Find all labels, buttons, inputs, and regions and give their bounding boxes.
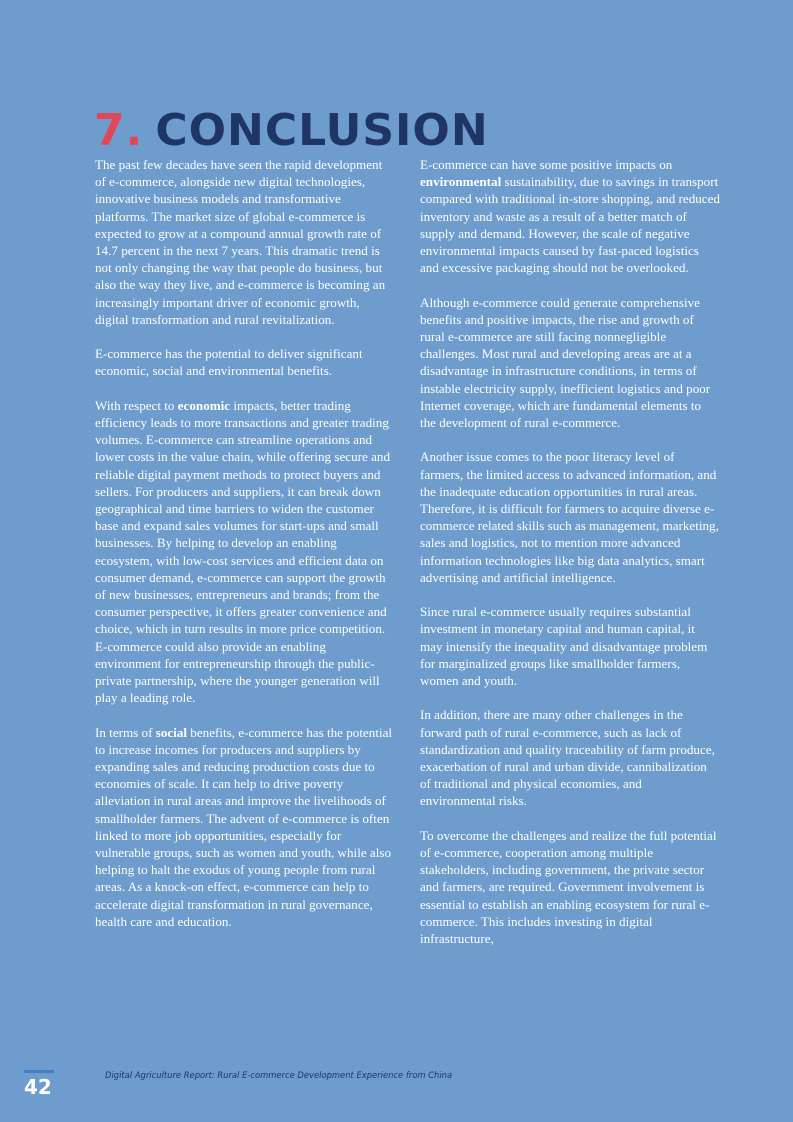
paragraph: Another issue comes to the poor literacy level of farmers, the limited access to advanced information, and the inadequate education opportunities in rural areas. Therefore, it is difficult for farmers to acquire diverse e-commerce related skills such as management, marketing, sales and logistics, not to mention more advanced information technologies like big data analytics, smart advertising and artificial intelligence. bbox=[420, 449, 719, 585]
page-number-bar bbox=[24, 1070, 54, 1073]
footer-report-title: Digital Agriculture Report: Rural E-commerce Development Experience from China bbox=[105, 1070, 453, 1080]
page-number: 42 bbox=[24, 1075, 52, 1099]
paragraph: To overcome the challenges and realize the full potential of e-commerce, cooperation among multiple stakeholders, including government, the private sector and farmers, are required. Government involvement is essential to establish an enabling ecosystem for rural e-commerce. This includes investing in digital infrastructure, bbox=[420, 827, 717, 947]
paragraph: E-commerce can have some positive impacts on environmental sustainability, due to savings in transport compared with traditional in-store shopping, and reduced inventory and waste as a result of a better match of supply and demand. However, the scale of negative environmental impacts caused by fast-paced logistics and excessive packaging should not be overlooked. bbox=[420, 157, 720, 276]
section-title: CONCLUSION bbox=[155, 105, 489, 157]
paragraph: In terms of social benefits, e-commerce has the potential to increase incomes for producers and suppliers by expanding sales and reducing production costs due to economies of scale. It can help to drive poverty alleviation in rural areas and improve the livelihoods of smallholder farmers. The advent of e-commerce is often linked to more job opportunities, especially for vulnerable groups, such as women and youth, while also helping to halt the exodus of young people from rural areas. As a knock-on effect, e-commerce can help to accelerate digital transformation in rural governance, health care and education. bbox=[95, 724, 393, 929]
left-column bbox=[95, 156, 395, 947]
section-number: 7. bbox=[94, 105, 144, 157]
emphasis-social: social bbox=[155, 724, 188, 740]
paragraph: Since rural e-commerce usually requires substantial investment in monetary capital and human capital, it may intensify the inequality and disadvantage problem for marginalized groups like smallholder farmers, women and youth. bbox=[420, 604, 708, 689]
right-column bbox=[420, 156, 720, 964]
page-title bbox=[94, 103, 489, 159]
paragraph: E-commerce has the potential to deliver significant economic, social and environmental benefits. bbox=[95, 346, 363, 379]
emphasis-environmental: environmental bbox=[420, 174, 502, 190]
paragraph: In addition, there are many other challenges in the forward path of rural e-commerce, such as lack of standardization and quality traceability of farm produce, exacerbation of rural and urban divide, cannibalization of traditional and physical economies, and environmental risks. bbox=[420, 707, 715, 809]
emphasis-economic: economic bbox=[177, 397, 231, 413]
paragraph: Although e-commerce could generate comprehensive benefits and positive impacts, the rise and growth of rural e-commerce are still facing nonnegligible challenges. Most rural and developing areas are at a disadvantage in infrastructure conditions, in terms of instable electricity supply, inefficient logistics and poor Internet coverage, which are fundamental elements to the development of rural e-commerce. bbox=[420, 294, 711, 431]
paragraph: The past few decades have seen the rapid development of e-commerce, alongside new digital technologies, innovative business models and transformative platforms. The market size of global e-commerce is expected to grow at a compound annual growth rate of 14.7 percent in the next 7 years. This dramatic trend is not only changing the way that people do business, but also the way they live, and e-commerce is becoming an increasingly important driver of economic growth, digital transformation and rural revitalization. bbox=[95, 157, 386, 327]
paragraph: With respect to economic impacts, better trading efficiency leads to more transactions and greater trading volumes. E-commerce can streamline operations and lower costs in the value chain, while offering secure and reliable digital payment methods to protect buyers and sellers. For producers and suppliers, it can break down geographical and time barriers to widen the customer base and expand sales volumes for start-ups and small businesses. By helping to develop an enabling ecosystem, with low-cost services and efficient data on consumer demand, e-commerce can support the growth of new businesses, entrepreneurs and brands; from the consumer perspective, it offers greater convenience and choice, which in turn results in more price competition. E-commerce could also provide an enabling environment for entrepreneurship through the public-private partnership, where the younger generation will play a leading role. bbox=[95, 397, 390, 706]
